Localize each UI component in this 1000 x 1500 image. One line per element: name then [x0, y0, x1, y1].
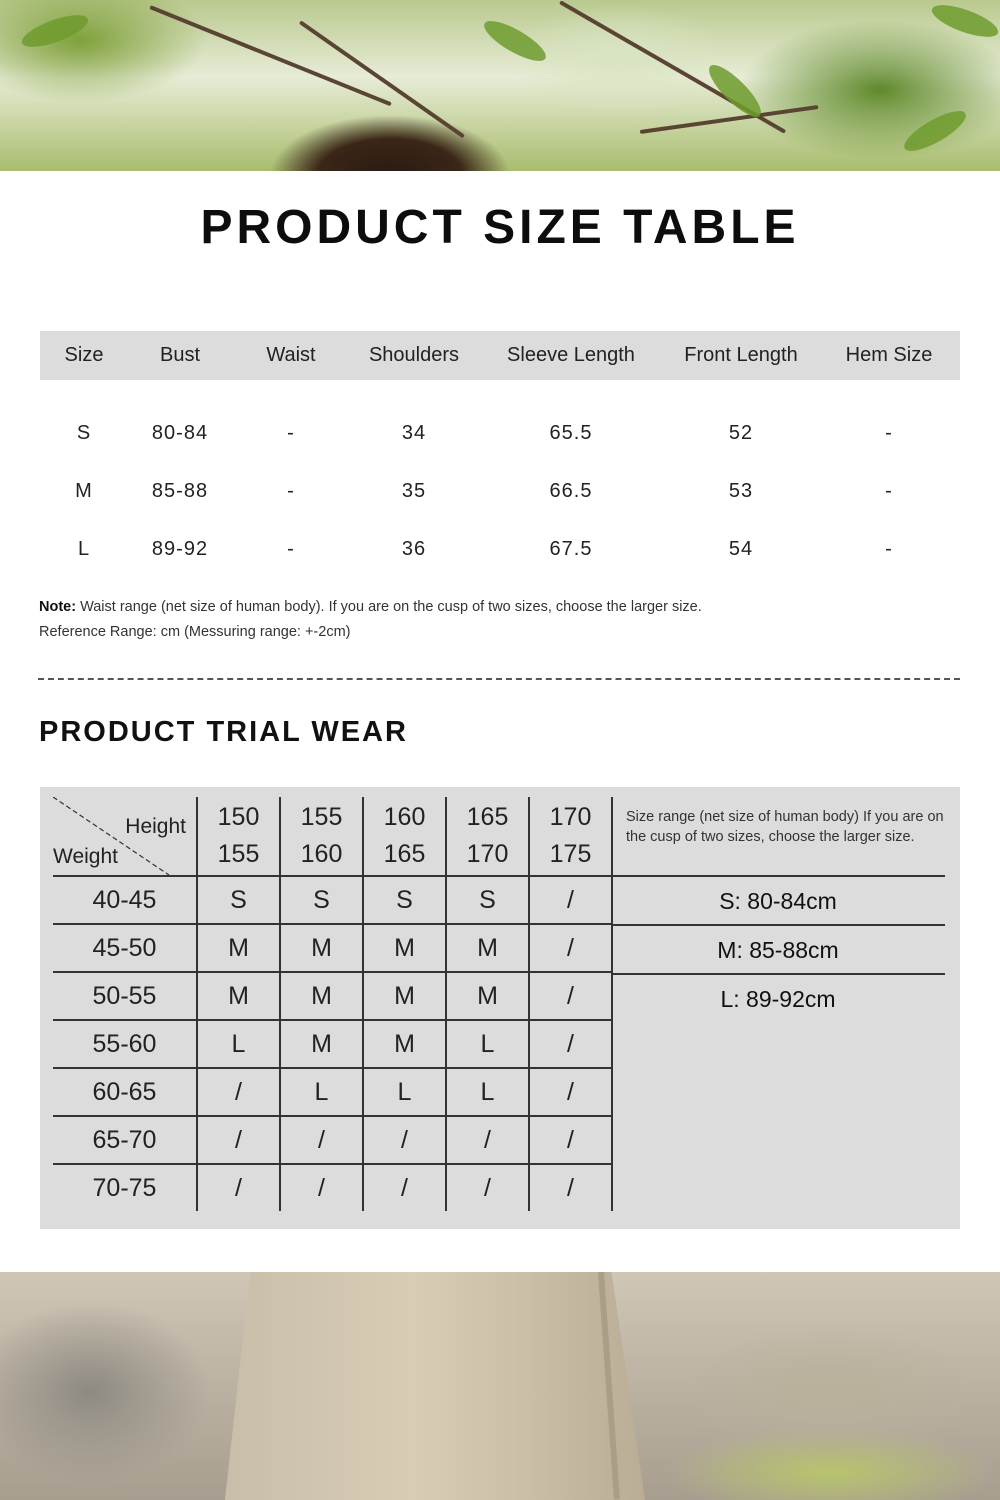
- size-table: [40, 331, 960, 578]
- size-cell: /: [529, 1164, 612, 1211]
- height-axis-label: Height: [125, 815, 186, 838]
- trial-row: [53, 1164, 612, 1211]
- page-title: PRODUCT SIZE TABLE: [200, 201, 800, 254]
- size-cell: S: [446, 876, 529, 924]
- table-row: [40, 462, 960, 520]
- header-hem-size: Hem Size: [818, 331, 960, 380]
- header-sleeve-length: Sleeve Length: [478, 331, 664, 380]
- trial-wear-table: [53, 797, 613, 1211]
- size-cell: /: [197, 1116, 280, 1164]
- cell-waist: -: [287, 537, 295, 560]
- size-cell: M: [280, 924, 363, 972]
- size-cell: /: [529, 924, 612, 972]
- top-product-photo: [0, 0, 1000, 171]
- height-to: 160: [300, 840, 343, 868]
- size-cell: /: [529, 972, 612, 1020]
- size-cell: L: [280, 1068, 363, 1116]
- height-from: 150: [217, 803, 260, 831]
- size-cell: /: [280, 1116, 363, 1164]
- height-from: 155: [300, 803, 343, 831]
- size-cell: /: [197, 1068, 280, 1116]
- size-cell: M: [446, 972, 529, 1020]
- weight-range: 45-50: [53, 924, 197, 972]
- header-bust: Bust: [128, 331, 232, 380]
- cell-sleeve-length: 66.5: [549, 479, 593, 502]
- trial-wear-panel: [40, 787, 960, 1229]
- size-cell: S: [197, 876, 280, 924]
- size-range-legend: [611, 797, 945, 1022]
- size-note: [39, 595, 702, 645]
- cell-front-length: 54: [728, 537, 754, 560]
- table-row: [40, 380, 960, 462]
- section-divider: [38, 678, 960, 680]
- size-cell: /: [197, 1164, 280, 1211]
- height-column-header: [280, 797, 363, 876]
- cell-hem-size: -: [885, 421, 893, 444]
- size-table-header-row: [40, 331, 960, 380]
- header-waist: Waist: [232, 331, 350, 380]
- trial-row: [53, 924, 612, 972]
- header-shoulders: Shoulders: [350, 331, 478, 380]
- note-label: Note:: [39, 599, 77, 615]
- size-cell: /: [529, 1068, 612, 1116]
- size-cell: M: [197, 924, 280, 972]
- header-front-length: Front Length: [664, 331, 818, 380]
- size-cell: L: [197, 1020, 280, 1068]
- size-cell: M: [280, 972, 363, 1020]
- height-column-header: [363, 797, 446, 876]
- size-cell: M: [363, 1020, 446, 1068]
- weight-range: 60-65: [53, 1068, 197, 1116]
- size-cell: /: [529, 1116, 612, 1164]
- table-row: [40, 520, 960, 578]
- weight-range: 55-60: [53, 1020, 197, 1068]
- size-cell: /: [363, 1116, 446, 1164]
- cell-shoulders: 36: [401, 537, 427, 560]
- height-from: 160: [383, 803, 426, 831]
- cell-shoulders: 35: [401, 479, 427, 502]
- cell-waist: -: [287, 421, 295, 444]
- size-cell: M: [446, 924, 529, 972]
- cell-front-length: 52: [728, 421, 754, 444]
- size-range-l: L: 89-92cm: [720, 986, 836, 1012]
- height-to: 165: [383, 840, 426, 868]
- height-column-header: [197, 797, 280, 876]
- header-size: Size: [40, 331, 128, 380]
- cell-bust: 85-88: [151, 479, 209, 502]
- height-from: 170: [549, 803, 592, 831]
- cell-sleeve-length: 67.5: [549, 537, 593, 560]
- note-line: [39, 595, 702, 620]
- size-cell: S: [280, 876, 363, 924]
- cell-hem-size: -: [885, 479, 893, 502]
- trial-header-row: [53, 797, 612, 876]
- cell-hem-size: -: [885, 537, 893, 560]
- weight-range: 70-75: [53, 1164, 197, 1211]
- cell-bust: 89-92: [151, 537, 209, 560]
- size-range-note: Size range (net size of human body) If you are on the cusp of two sizes, choose the larger size.: [611, 797, 945, 877]
- height-to: 155: [217, 840, 260, 868]
- trial-row: [53, 972, 612, 1020]
- size-cell: L: [363, 1068, 446, 1116]
- cell-size: L: [77, 537, 91, 560]
- weight-axis-label: Weight: [53, 845, 118, 868]
- size-cell: M: [363, 972, 446, 1020]
- trial-row: [53, 1116, 612, 1164]
- size-cell: /: [363, 1164, 446, 1211]
- weight-range: 50-55: [53, 972, 197, 1020]
- cell-shoulders: 34: [401, 421, 427, 444]
- size-cell: S: [363, 876, 446, 924]
- height-to: 170: [466, 840, 509, 868]
- height-from: 165: [466, 803, 509, 831]
- cell-sleeve-length: 65.5: [549, 421, 593, 444]
- size-cell: /: [529, 1020, 612, 1068]
- size-range-m: M: 85-88cm: [611, 926, 945, 975]
- size-cell: L: [446, 1068, 529, 1116]
- note-text: Waist range (net size of human body). If you are on the cusp of two sizes, choose the larger size.: [76, 599, 702, 615]
- height-to: 175: [549, 840, 592, 868]
- height-column-header: [529, 797, 612, 876]
- trial-row: [53, 876, 612, 924]
- size-cell: /: [446, 1164, 529, 1211]
- trial-row: [53, 1068, 612, 1116]
- reference-range-text: Reference Range: cm (Messuring range: +-2cm): [39, 624, 351, 640]
- cell-bust: 80-84: [151, 421, 209, 444]
- size-cell: /: [529, 876, 612, 924]
- weight-range: 65-70: [53, 1116, 197, 1164]
- size-cell: M: [363, 924, 446, 972]
- trial-wear-title: PRODUCT TRIAL WEAR: [39, 716, 408, 748]
- trial-row: [53, 1020, 612, 1068]
- bottom-product-photo: [0, 1272, 1000, 1500]
- cell-waist: -: [287, 479, 295, 502]
- cell-front-length: 53: [728, 479, 754, 502]
- cell-size: M: [75, 479, 93, 502]
- size-cell: /: [446, 1116, 529, 1164]
- skirt-image: [225, 1272, 645, 1500]
- size-cell: L: [446, 1020, 529, 1068]
- size-cell: M: [197, 972, 280, 1020]
- cell-size: S: [76, 421, 92, 444]
- size-range-s: S: 80-84cm: [611, 877, 945, 926]
- size-cell: M: [280, 1020, 363, 1068]
- weight-range: 40-45: [53, 876, 197, 924]
- height-weight-corner: [53, 797, 197, 876]
- height-column-header: [446, 797, 529, 876]
- size-cell: /: [280, 1164, 363, 1211]
